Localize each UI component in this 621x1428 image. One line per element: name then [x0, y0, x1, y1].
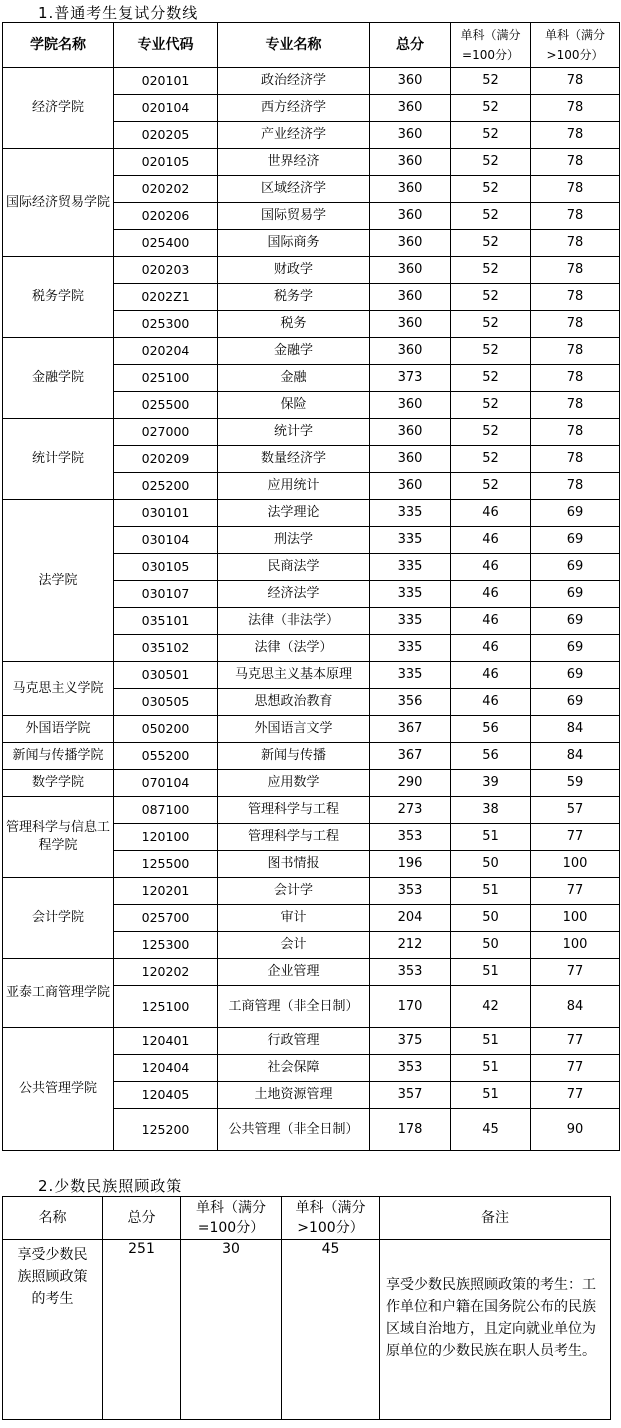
total-cell: 353	[370, 824, 451, 851]
single-gt100-cell: 78	[531, 149, 620, 176]
single-gt100-cell: 69	[531, 662, 620, 689]
single-100-cell: 46	[451, 554, 531, 581]
single-100-cell: 52	[451, 176, 531, 203]
single-100-cell: 50	[451, 932, 531, 959]
single-100-cell: 52	[451, 473, 531, 500]
college-cell: 亚泰工商管理学院	[3, 959, 114, 1028]
total-cell: 360	[370, 311, 451, 338]
total-cell: 196	[370, 851, 451, 878]
total-cell: 335	[370, 635, 451, 662]
major-name-cell: 国际贸易学	[218, 203, 370, 230]
single-gt100-cell: 84	[531, 743, 620, 770]
total-cell: 204	[370, 905, 451, 932]
major-code-cell: 020203	[114, 257, 218, 284]
major-code-cell: 125500	[114, 851, 218, 878]
major-name-cell: 区域经济学	[218, 176, 370, 203]
minority-policy-table	[2, 1196, 611, 1420]
single-gt100-cell: 78	[531, 473, 620, 500]
header-major-code: 专业代码	[114, 23, 218, 68]
major-name-cell: 会计	[218, 932, 370, 959]
major-code-cell: 120404	[114, 1055, 218, 1082]
single-100-cell: 52	[451, 392, 531, 419]
total-cell: 212	[370, 932, 451, 959]
college-cell: 公共管理学院	[3, 1028, 114, 1151]
single-gt100-cell: 77	[531, 878, 620, 905]
major-name-cell: 政治经济学	[218, 68, 370, 95]
single-gt100-cell: 69	[531, 635, 620, 662]
single-100-cell: 46	[451, 608, 531, 635]
major-code-cell: 020105	[114, 149, 218, 176]
major-code-cell: 025700	[114, 905, 218, 932]
major-name-cell: 企业管理	[218, 959, 370, 986]
major-code-cell: 035102	[114, 635, 218, 662]
single-100-cell: 52	[451, 203, 531, 230]
major-code-cell: 030501	[114, 662, 218, 689]
single-gt100-cell: 78	[531, 176, 620, 203]
single-gt100-cell: 78	[531, 257, 620, 284]
major-code-cell: 020104	[114, 95, 218, 122]
single-gt100-cell: 100	[531, 932, 620, 959]
table-row	[3, 1028, 620, 1055]
major-name-cell: 产业经济学	[218, 122, 370, 149]
major-code-cell: 125100	[114, 986, 218, 1028]
table-row	[3, 1240, 611, 1420]
single-100-cell: 52	[451, 446, 531, 473]
major-code-cell: 030101	[114, 500, 218, 527]
major-code-cell: 030104	[114, 527, 218, 554]
table-row	[3, 257, 620, 284]
total-cell: 335	[370, 500, 451, 527]
major-name-cell: 刑法学	[218, 527, 370, 554]
total-cell: 335	[370, 662, 451, 689]
single-gt100-cell: 69	[531, 554, 620, 581]
single-100-cell: 46	[451, 662, 531, 689]
major-name-cell: 公共管理（非全日制）	[218, 1109, 370, 1151]
college-cell: 会计学院	[3, 878, 114, 959]
college-cell: 统计学院	[3, 419, 114, 500]
college-cell: 税务学院	[3, 257, 114, 338]
single-gt100-cell: 78	[531, 311, 620, 338]
single-gt100-cell: 78	[531, 446, 620, 473]
single-gt100-cell: 69	[531, 689, 620, 716]
major-code-cell: 120201	[114, 878, 218, 905]
single-gt100-cell: 100	[531, 851, 620, 878]
single-100-cell: 51	[451, 878, 531, 905]
single-100-cell: 46	[451, 527, 531, 554]
major-name-cell: 经济法学	[218, 581, 370, 608]
college-cell: 国际经济贸易学院	[3, 149, 114, 257]
major-name-cell: 世界经济	[218, 149, 370, 176]
single-100-cell: 52	[451, 230, 531, 257]
college-cell: 金融学院	[3, 338, 114, 419]
total-cell: 360	[370, 203, 451, 230]
single-gt100-cell: 90	[531, 1109, 620, 1151]
major-name-cell: 西方经济学	[218, 95, 370, 122]
table-header-row	[3, 23, 620, 68]
table-row	[3, 743, 620, 770]
header-name: 名称	[3, 1197, 103, 1240]
header-total: 总分	[370, 23, 451, 68]
major-name-cell: 税务	[218, 311, 370, 338]
total-cell: 375	[370, 1028, 451, 1055]
single-gt100-cell: 45	[282, 1240, 380, 1420]
single-100-cell: 52	[451, 311, 531, 338]
single-100-cell: 51	[451, 1082, 531, 1109]
major-name-cell: 财政学	[218, 257, 370, 284]
total-cell: 353	[370, 959, 451, 986]
table-header-row	[3, 1197, 611, 1240]
table-row	[3, 716, 620, 743]
single-100-cell: 46	[451, 635, 531, 662]
major-code-cell: 120202	[114, 959, 218, 986]
major-code-cell: 025100	[114, 365, 218, 392]
note-cell: 享受少数民族照顾政策的考生：工作单位和户籍在国务院公布的民族区域自治地方，且定向就业单位为原单位的少数民族在职人员考生。	[380, 1240, 611, 1420]
single-100-cell: 50	[451, 905, 531, 932]
total-cell: 360	[370, 122, 451, 149]
major-code-cell: 020202	[114, 176, 218, 203]
single-100-cell: 52	[451, 149, 531, 176]
single-100-cell: 51	[451, 1028, 531, 1055]
total-cell: 170	[370, 986, 451, 1028]
single-gt100-cell: 78	[531, 122, 620, 149]
header-single-gt100: 单科（满分>100分）	[282, 1197, 380, 1240]
major-name-cell: 法律（法学）	[218, 635, 370, 662]
table-row	[3, 149, 620, 176]
total-cell: 360	[370, 446, 451, 473]
single-100-cell: 52	[451, 284, 531, 311]
total-cell: 360	[370, 230, 451, 257]
single-100-cell: 51	[451, 1055, 531, 1082]
single-gt100-cell: 78	[531, 338, 620, 365]
total-cell: 360	[370, 392, 451, 419]
single-gt100-cell: 78	[531, 68, 620, 95]
single-gt100-cell: 84	[531, 716, 620, 743]
single-100-cell: 52	[451, 365, 531, 392]
header-note: 备注	[380, 1197, 611, 1240]
college-cell: 外国语学院	[3, 716, 114, 743]
single-100-cell: 52	[451, 68, 531, 95]
major-code-cell: 050200	[114, 716, 218, 743]
single-gt100-cell: 78	[531, 230, 620, 257]
table-row	[3, 878, 620, 905]
total-cell: 335	[370, 581, 451, 608]
total-cell: 360	[370, 419, 451, 446]
table-row	[3, 338, 620, 365]
single-100-cell: 56	[451, 716, 531, 743]
total-cell: 335	[370, 527, 451, 554]
single-gt100-cell: 77	[531, 959, 620, 986]
single-100-cell: 52	[451, 419, 531, 446]
single-gt100-cell: 77	[531, 824, 620, 851]
major-name-cell: 国际商务	[218, 230, 370, 257]
major-name-cell: 审计	[218, 905, 370, 932]
major-code-cell: 020101	[114, 68, 218, 95]
total-cell: 360	[370, 473, 451, 500]
total-cell: 360	[370, 338, 451, 365]
major-code-cell: 030105	[114, 554, 218, 581]
total-cell: 335	[370, 554, 451, 581]
policy-name-cell: 享受少数民族照顾政策的考生	[3, 1240, 103, 1420]
major-name-cell: 法律（非法学）	[218, 608, 370, 635]
section2-title: 2.少数民族照顾政策	[38, 1177, 183, 1195]
total-cell: 356	[370, 689, 451, 716]
major-name-cell: 工商管理（非全日制）	[218, 986, 370, 1028]
major-code-cell: 035101	[114, 608, 218, 635]
major-code-cell: 070104	[114, 770, 218, 797]
header-total: 总分	[103, 1197, 181, 1240]
single-gt100-cell: 78	[531, 284, 620, 311]
major-code-cell: 0202Z1	[114, 284, 218, 311]
retest-score-table	[2, 22, 620, 1151]
total-cell: 360	[370, 176, 451, 203]
total-cell: 273	[370, 797, 451, 824]
total-cell: 360	[370, 284, 451, 311]
single-100-cell: 52	[451, 338, 531, 365]
total-cell: 353	[370, 1055, 451, 1082]
single-gt100-cell: 77	[531, 1055, 620, 1082]
single-gt100-cell: 77	[531, 1082, 620, 1109]
single-gt100-cell: 78	[531, 203, 620, 230]
table-row	[3, 419, 620, 446]
single-gt100-cell: 78	[531, 419, 620, 446]
college-cell: 数学学院	[3, 770, 114, 797]
total-cell: 357	[370, 1082, 451, 1109]
major-code-cell: 025300	[114, 311, 218, 338]
table-row	[3, 662, 620, 689]
college-cell: 马克思主义学院	[3, 662, 114, 716]
single-gt100-cell: 69	[531, 608, 620, 635]
single-gt100-cell: 100	[531, 905, 620, 932]
major-name-cell: 外国语言文学	[218, 716, 370, 743]
total-cell: 178	[370, 1109, 451, 1151]
single-gt100-cell: 57	[531, 797, 620, 824]
header-single-gt100: 单科（满分>100分）	[531, 23, 620, 68]
major-name-cell: 行政管理	[218, 1028, 370, 1055]
total-cell: 290	[370, 770, 451, 797]
major-name-cell: 税务学	[218, 284, 370, 311]
major-code-cell: 030107	[114, 581, 218, 608]
single-gt100-cell: 78	[531, 95, 620, 122]
major-name-cell: 保险	[218, 392, 370, 419]
major-name-cell: 马克思主义基本原理	[218, 662, 370, 689]
total-cell: 360	[370, 149, 451, 176]
major-name-cell: 管理科学与工程	[218, 824, 370, 851]
major-name-cell: 金融	[218, 365, 370, 392]
total-cell: 335	[370, 608, 451, 635]
single-gt100-cell: 69	[531, 527, 620, 554]
single-gt100-cell: 78	[531, 392, 620, 419]
single-100-cell: 39	[451, 770, 531, 797]
total-cell: 367	[370, 743, 451, 770]
single-100-cell: 52	[451, 95, 531, 122]
major-code-cell: 025200	[114, 473, 218, 500]
major-code-cell: 030505	[114, 689, 218, 716]
single-gt100-cell: 69	[531, 581, 620, 608]
major-code-cell: 020209	[114, 446, 218, 473]
major-name-cell: 图书情报	[218, 851, 370, 878]
total-cell: 360	[370, 257, 451, 284]
table-body	[3, 68, 620, 1151]
section1-title: 1.普通考生复试分数线	[38, 4, 199, 22]
major-name-cell: 统计学	[218, 419, 370, 446]
major-code-cell: 020204	[114, 338, 218, 365]
header-single-100: 单科（满分=100分）	[181, 1197, 282, 1240]
major-name-cell: 土地资源管理	[218, 1082, 370, 1109]
college-cell: 管理科学与信息工程学院	[3, 797, 114, 878]
major-code-cell: 025500	[114, 392, 218, 419]
table-row	[3, 500, 620, 527]
major-code-cell: 125300	[114, 932, 218, 959]
total-cell: 353	[370, 878, 451, 905]
major-code-cell: 025400	[114, 230, 218, 257]
major-name-cell: 管理科学与工程	[218, 797, 370, 824]
major-code-cell: 020206	[114, 203, 218, 230]
major-code-cell: 027000	[114, 419, 218, 446]
total-cell: 251	[103, 1240, 181, 1420]
single-100-cell: 51	[451, 959, 531, 986]
total-cell: 373	[370, 365, 451, 392]
single-100-cell: 52	[451, 122, 531, 149]
single-100-cell: 51	[451, 824, 531, 851]
college-cell: 法学院	[3, 500, 114, 662]
single-100-cell: 56	[451, 743, 531, 770]
major-name-cell: 金融学	[218, 338, 370, 365]
single-gt100-cell: 77	[531, 1028, 620, 1055]
major-name-cell: 会计学	[218, 878, 370, 905]
major-name-cell: 应用数学	[218, 770, 370, 797]
major-code-cell: 087100	[114, 797, 218, 824]
single-100-cell: 30	[181, 1240, 282, 1420]
total-cell: 360	[370, 95, 451, 122]
major-name-cell: 应用统计	[218, 473, 370, 500]
major-code-cell: 120405	[114, 1082, 218, 1109]
single-100-cell: 52	[451, 257, 531, 284]
college-cell: 新闻与传播学院	[3, 743, 114, 770]
single-100-cell: 46	[451, 689, 531, 716]
single-100-cell: 46	[451, 581, 531, 608]
single-gt100-cell: 84	[531, 986, 620, 1028]
single-100-cell: 45	[451, 1109, 531, 1151]
single-100-cell: 46	[451, 500, 531, 527]
major-name-cell: 思想政治教育	[218, 689, 370, 716]
major-code-cell: 125200	[114, 1109, 218, 1151]
table-row	[3, 770, 620, 797]
total-cell: 367	[370, 716, 451, 743]
major-name-cell: 社会保障	[218, 1055, 370, 1082]
total-cell: 360	[370, 68, 451, 95]
single-100-cell: 42	[451, 986, 531, 1028]
major-name-cell: 民商法学	[218, 554, 370, 581]
major-code-cell: 055200	[114, 743, 218, 770]
major-name-cell: 新闻与传播	[218, 743, 370, 770]
major-name-cell: 数量经济学	[218, 446, 370, 473]
header-college: 学院名称	[3, 23, 114, 68]
table-row	[3, 959, 620, 986]
header-major-name: 专业名称	[218, 23, 370, 68]
table-row	[3, 68, 620, 95]
major-name-cell: 法学理论	[218, 500, 370, 527]
major-code-cell: 120401	[114, 1028, 218, 1055]
major-code-cell: 020205	[114, 122, 218, 149]
single-gt100-cell: 69	[531, 500, 620, 527]
major-code-cell: 120100	[114, 824, 218, 851]
table-row	[3, 797, 620, 824]
single-100-cell: 50	[451, 851, 531, 878]
single-gt100-cell: 59	[531, 770, 620, 797]
college-cell: 经济学院	[3, 68, 114, 149]
single-100-cell: 38	[451, 797, 531, 824]
header-single-100: 单科（满分=100分）	[451, 23, 531, 68]
single-gt100-cell: 78	[531, 365, 620, 392]
